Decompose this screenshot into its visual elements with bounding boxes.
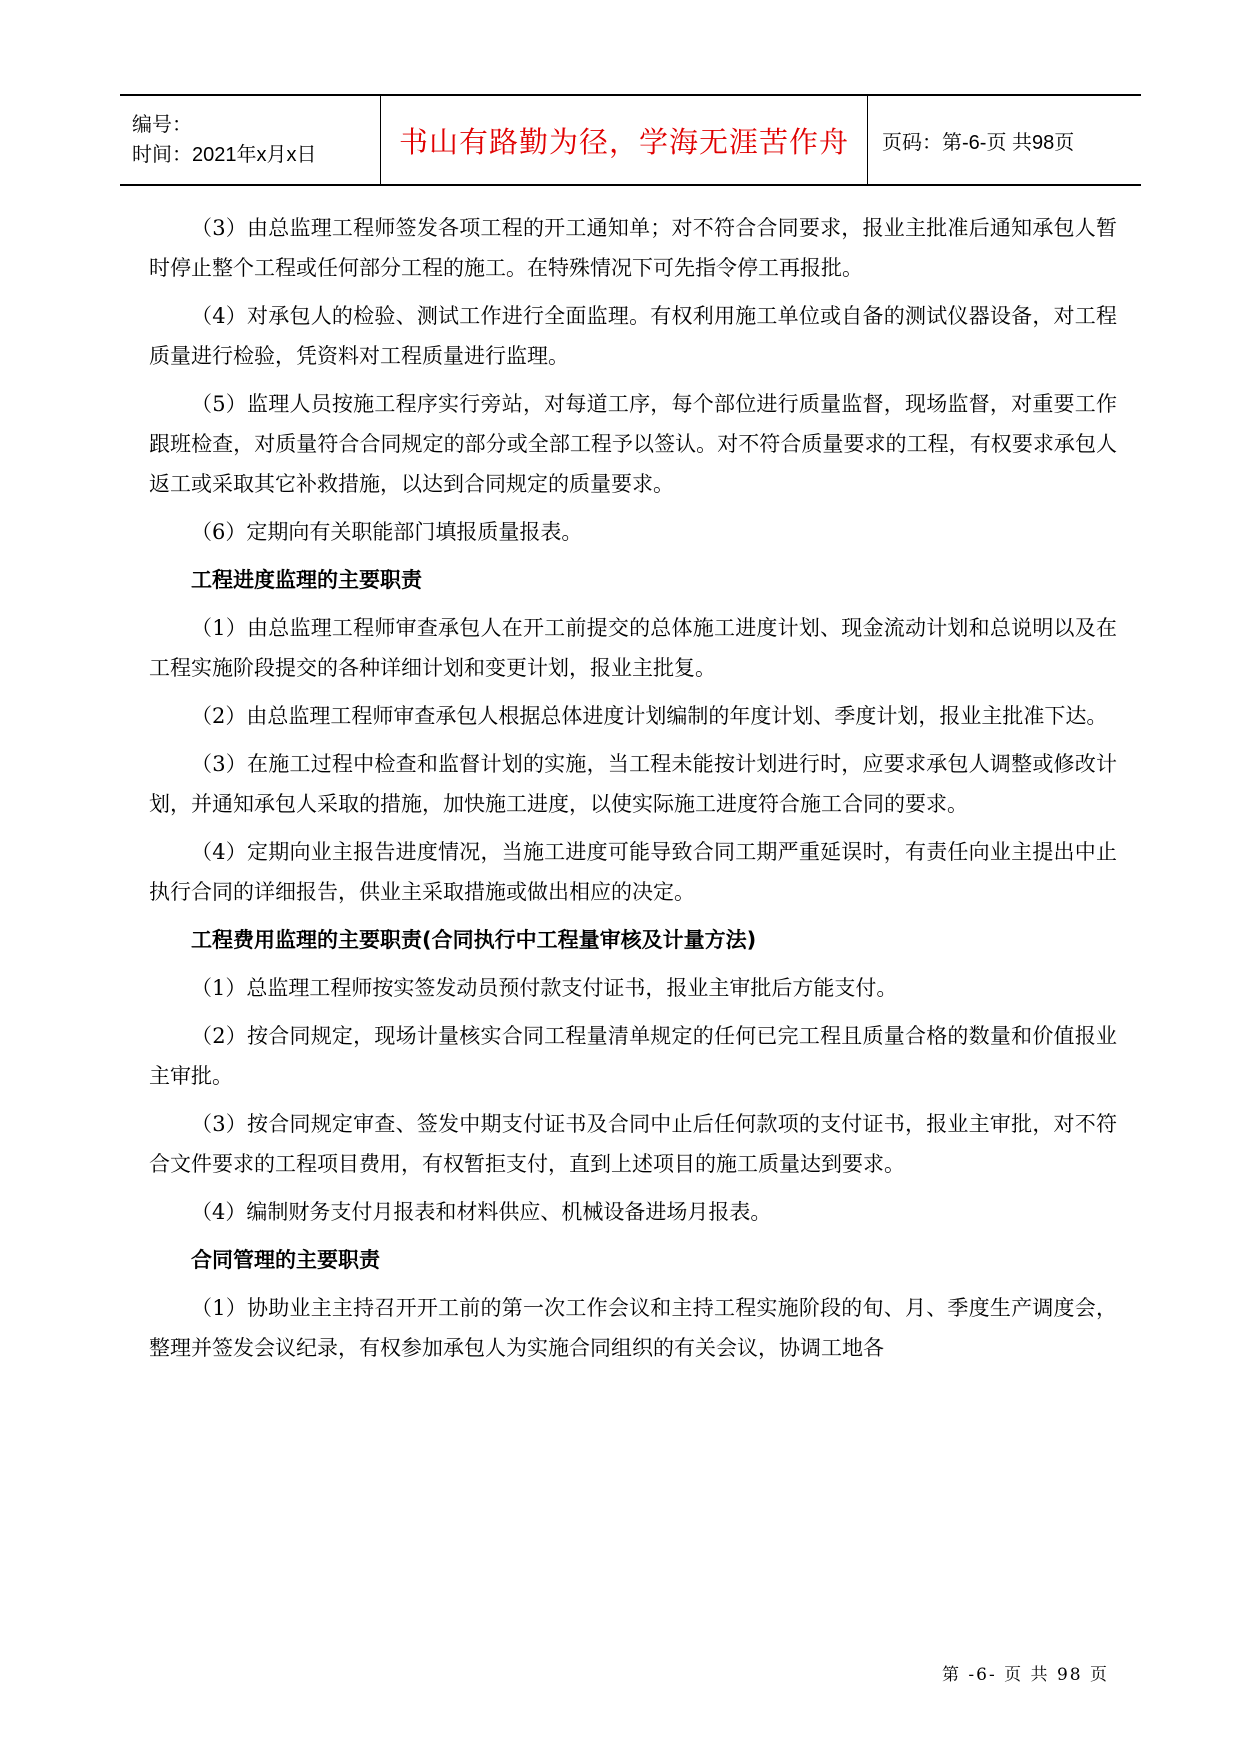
document-code-label: 编号： — [132, 114, 192, 136]
paragraph: （3）在施工过程中检查和监督计划的实施，当工程未能按计划进行时，应要求承包人调整或修改计划，并通知承包人采取的措施，加快施工进度，以使实际施工进度符合施工合同的要求。 — [149, 752, 1117, 816]
section-heading: 工程进度监理的主要职责 — [191, 568, 422, 592]
paragraph: （1）协助业主主持召开开工前的第一次工作会议和主持工程实施阶段的旬、月、季度生产调度会，整理并签发会议纪录，有权参加承包人为实施合同组织的有关会议，协调工地各 — [149, 1296, 1117, 1360]
paragraph: （2）按合同规定，现场计量核实合同工程量清单规定的任何已完工程且质量合格的数量和价值报业主审批。 — [149, 1024, 1117, 1088]
paragraph: （2）由总监理工程师审查承包人根据总体进度计划编制的年度计划、季度计划，报业主批准下达。 — [191, 704, 1108, 728]
header-page-cell — [868, 96, 1141, 184]
document-header — [120, 94, 1141, 186]
paragraph: （1）总监理工程师按实签发动员预付款支付证书，报业主审批后方能支付。 — [191, 976, 898, 1000]
document-body — [149, 208, 1117, 1376]
document-date: 时间：2021年x月x日 — [132, 144, 317, 166]
header-page-info: 页码：第-6-页 共98页 — [882, 131, 1075, 154]
paragraph: （3）按合同规定审查、签发中期支付证书及合同中止后任何款项的支付证书，报业主审批，对不符合文件要求的工程项目费用，有权暂拒支付，直到上述项目的施工质量达到要求。 — [149, 1112, 1117, 1176]
paragraph: （5）监理人员按施工程序实行旁站，对每道工序，每个部位进行质量监督，现场监督，对重要工作跟班检查，对质量符合合同规定的部分或全部工程予以签认。对不符合质量要求的工程，有权要求承包人返工或采取其它补救措施，以达到合同规定的质量要求。 — [149, 392, 1117, 496]
section-heading: 工程费用监理的主要职责(合同执行中工程量审核及计量方法) — [191, 928, 757, 952]
section-heading: 合同管理的主要职责 — [191, 1248, 380, 1272]
header-info-cell — [120, 96, 380, 184]
paragraph: （4）定期向业主报告进度情况，当施工进度可能导致合同工期严重延误时，有责任向业主提出中止执行合同的详细报告，供业主采取措施或做出相应的决定。 — [149, 840, 1117, 904]
header-motto: 书山有路勤为径，学海无涯苦作舟 — [398, 124, 849, 159]
header-motto-cell — [380, 96, 868, 184]
paragraph: （3）由总监理工程师签发各项工程的开工通知单；对不符合合同要求，报业主批准后通知承包人暂时停止整个工程或任何部分工程的施工。在特殊情况下可先指令停工再报批。 — [149, 216, 1117, 280]
paragraph: （1）由总监理工程师审查承包人在开工前提交的总体施工进度计划、现金流动计划和总说明以及在工程实施阶段提交的各种详细计划和变更计划，报业主批复。 — [149, 616, 1117, 680]
paragraph: （4）编制财务支付月报表和材料供应、机械设备进场月报表。 — [191, 1200, 772, 1224]
page-footer: 第 -6- 页 共 98 页 — [942, 1665, 1109, 1685]
paragraph: （6）定期向有关职能部门填报质量报表。 — [191, 520, 583, 544]
paragraph: （4）对承包人的检验、测试工作进行全面监理。有权利用施工单位或自备的测试仪器设备，对工程质量进行检验，凭资料对工程质量进行监理。 — [149, 304, 1117, 368]
